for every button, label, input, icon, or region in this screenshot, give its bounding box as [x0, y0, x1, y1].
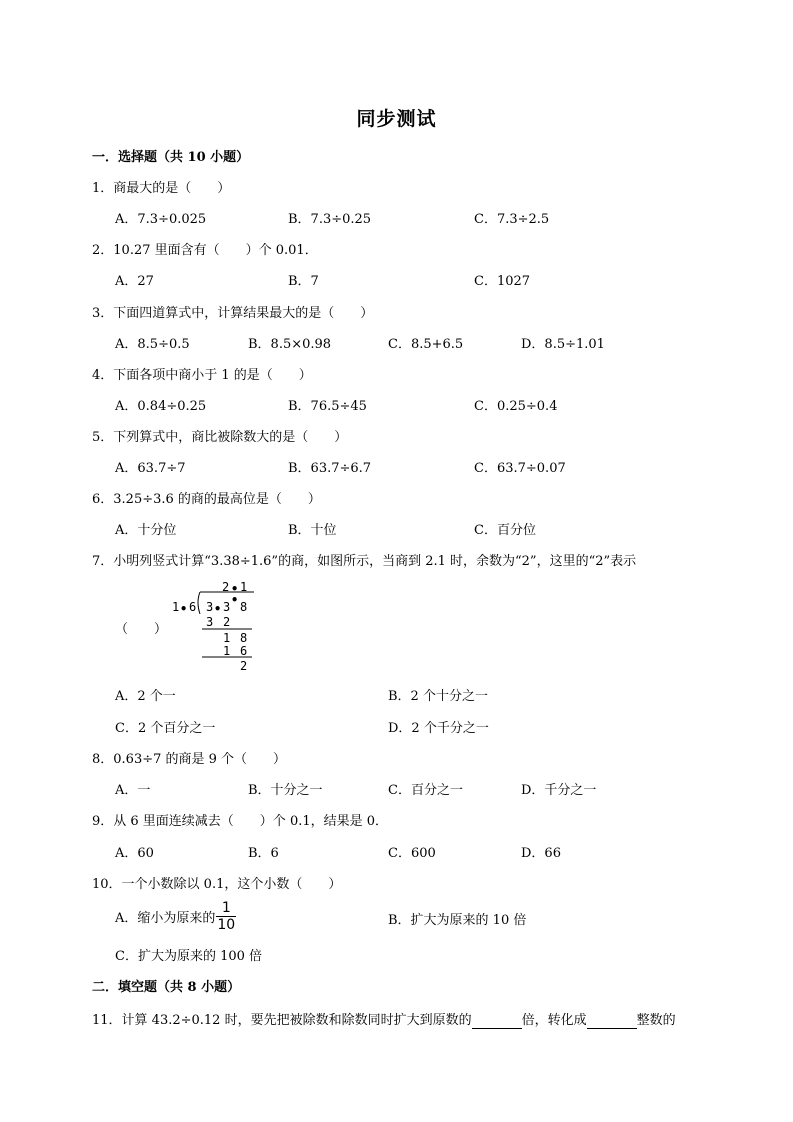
option-a[interactable]: A．60 [115, 846, 154, 861]
divisor-digit: 1 [172, 600, 180, 614]
option-b[interactable]: B．8.5×0.98 [248, 337, 332, 352]
remainder-digit: 2 [240, 659, 248, 673]
option-b[interactable]: B．76.5÷45 [288, 399, 367, 414]
option-b[interactable]: B．7 [288, 274, 319, 289]
option-a[interactable]: A．一 [115, 783, 151, 798]
page-title: 同步测试 [356, 108, 437, 130]
subtraction-digit: 3 [206, 615, 214, 629]
question-stem: 9．从 6 里面连续减去（ ）个 0.1，结果是 0． [92, 814, 389, 829]
option-a[interactable]: A．7.3÷0.025 [115, 212, 207, 227]
option-b[interactable]: B．7.3÷0.25 [288, 212, 372, 227]
option-a-text: A．缩小为原来的 [115, 911, 216, 926]
option-a[interactable]: A．63.7÷7 [115, 461, 186, 476]
option-c[interactable]: C．百分位 [474, 523, 536, 538]
fraction-denominator: 10 [217, 917, 236, 933]
option-c[interactable]: C．2 个百分之一 [115, 721, 216, 736]
decimal-point: • [180, 602, 188, 616]
question-stem: 1．商最大的是（ ） [92, 181, 231, 196]
option-c[interactable]: C．扩大为原来的 100 倍 [115, 949, 263, 964]
partial-digit: 1 [223, 631, 231, 645]
option-d[interactable]: D．2 个千分之一 [388, 721, 489, 736]
dividend-digit: 3 [223, 600, 231, 614]
option-c[interactable]: C．8.5+6.5 [388, 337, 464, 352]
option-a[interactable]: A．8.5÷0.5 [115, 337, 190, 352]
question-stem: 6．3.25÷3.6 的商的最高位是（ ） [92, 492, 321, 507]
question-stem-continued: （ ） [115, 622, 168, 637]
answer-blank[interactable] [587, 1013, 637, 1029]
option-a[interactable] [115, 900, 236, 933]
dividend-digit: 3 [206, 600, 214, 614]
question-stem: 4．下面各项中商小于 1 的是（ ） [92, 368, 312, 383]
option-a[interactable]: A．2 个一 [115, 689, 176, 704]
option-b[interactable]: B．2 个十分之一 [388, 689, 488, 704]
option-c[interactable]: C．百分之一 [388, 783, 463, 798]
quotient-digit: 1 [240, 580, 248, 594]
option-d[interactable]: D．千分之一 [521, 783, 597, 798]
divisor-digit: 6 [189, 600, 197, 614]
option-a[interactable]: A．十分位 [115, 523, 177, 538]
fraction-numerator: 1 [221, 900, 231, 916]
option-c[interactable]: C．600 [388, 846, 436, 861]
question-stem: 10．一个小数除以 0.1，这个小数（ ） [92, 877, 342, 892]
fraction [216, 900, 236, 933]
decimal-point: • [214, 602, 222, 616]
bring-down-dot: • [231, 593, 239, 607]
question-text-part: 倍，转化成 [521, 1013, 587, 1028]
subtraction-digit: 6 [240, 644, 248, 658]
option-c[interactable]: C．1027 [474, 274, 531, 289]
subtraction-digit: 1 [223, 644, 231, 658]
partial-digit: 8 [240, 631, 248, 645]
long-division-figure [166, 578, 258, 672]
question-stem: 3．下面四道算式中，计算结果最大的是（ ） [92, 306, 374, 321]
option-a[interactable]: A．27 [115, 274, 154, 289]
decimal-point: • [231, 582, 239, 596]
option-b[interactable]: B．十位 [288, 523, 337, 538]
option-b[interactable]: B．63.7÷6.7 [288, 461, 372, 476]
question-text-part: 整数的 [636, 1013, 676, 1028]
section-heading-choice: 一．选择题（共 10 小题） [92, 150, 250, 165]
question-stem: 7．小明列竖式计算“3.38÷1.6”的商，如图所示，当商到 2.1 时，余数为“2”，这里的“2”表示 [92, 554, 637, 569]
option-b[interactable]: B．扩大为原来的 10 倍 [388, 913, 527, 928]
question-stem: 5．下列算式中，商比被除数大的是（ ） [92, 430, 348, 445]
question-stem: 8．0.63÷7 的商是 9 个（ ） [92, 752, 287, 767]
option-b[interactable]: B．十分之一 [248, 783, 323, 798]
option-a[interactable]: A．0.84÷0.25 [115, 399, 207, 414]
option-d[interactable]: D．8.5÷1.01 [521, 337, 605, 352]
quotient-digit: 2 [222, 580, 230, 594]
option-b[interactable]: B．6 [248, 846, 279, 861]
question-stem: 2．10.27 里面含有（ ）个 0.01． [92, 243, 318, 258]
dividend-digit: 8 [240, 600, 248, 614]
option-c[interactable]: C．63.7÷0.07 [474, 461, 566, 476]
section-heading-fill-in: 二．填空题（共 8 小题） [92, 980, 241, 995]
question-stem [92, 1009, 676, 1029]
question-text-part: 11．计算 43.2÷0.12 时，要先把被除数和除数同时扩大到原数的 [92, 1013, 472, 1028]
option-c[interactable]: C．7.3÷2.5 [474, 212, 550, 227]
option-c[interactable]: C．0.25÷0.4 [474, 399, 558, 414]
subtraction-digit: 2 [223, 615, 231, 629]
answer-blank[interactable] [472, 1013, 522, 1029]
option-d[interactable]: D．66 [521, 846, 561, 861]
